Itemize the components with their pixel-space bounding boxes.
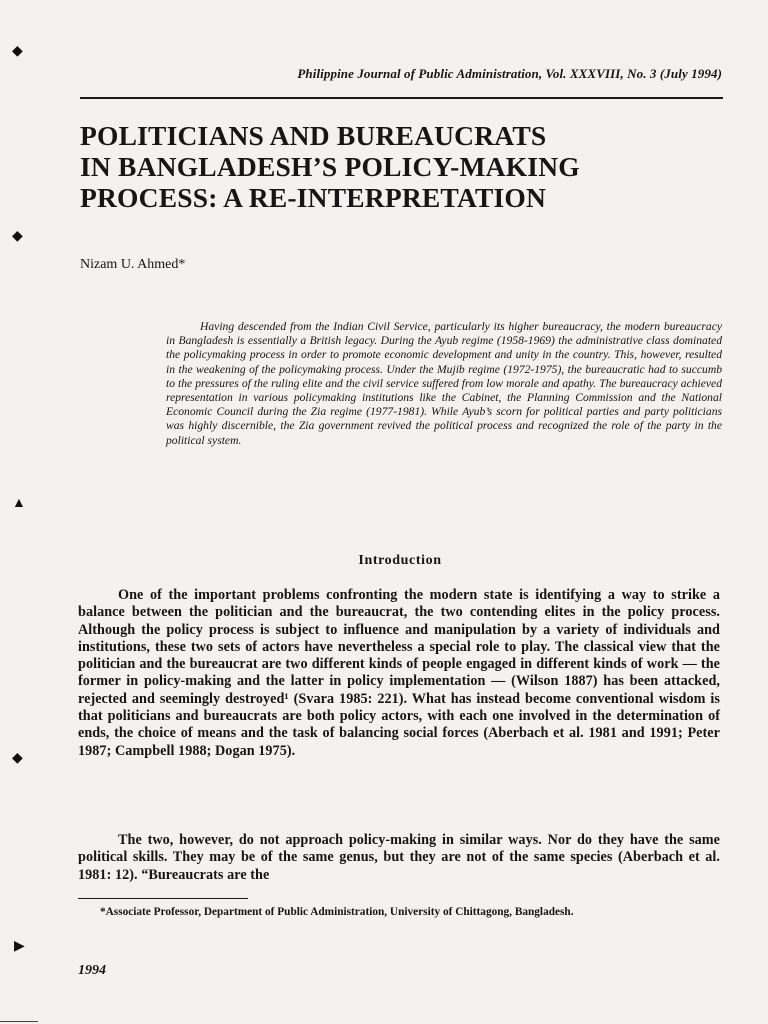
title-line: IN BANGLADESH’S POLICY-MAKING [80, 151, 580, 182]
page-number: 1994 [78, 963, 106, 978]
scan-speck: ◆ [12, 229, 23, 244]
title-line: POLITICIANS AND BUREAUCRATS [80, 120, 547, 151]
scan-speck: ▲ [12, 496, 26, 511]
body-paragraph: One of the important problems confronting the modern state is identifying a way to strike a balance between the politician and the bureaucrat, the two contending elites in the policy process. Although the policy process is subject to influence and manipulation by a variety of individuals and institutions, these two sets of actors have nevertheless a special role to play. The classical view that the politician and the bureaucrat are two different kinds of people engaged in different kinds of work — the former in policy-making and the latter in policy implementation — (Wilson 1887) has been attacked, rejected and seemingly destroyed¹ (Svara 1985: 221). What has instead become conventional wisdom is that politicians and bureaucrats are both policy actors, with each one involved in the determination of ends, the choice of means and the task of balancing social forces (Aberbach et al. 1981 and 1991; Peter 1987; Campbell 1988; Dogan 1975). [78, 587, 720, 759]
running-head: Philippine Journal of Public Administration, Vol. XXXVIII, No. 3 (July 1994) [297, 66, 722, 81]
bottom-edge-rule [0, 1021, 38, 1022]
title-line: PROCESS: A RE-INTERPRETATION [80, 182, 547, 213]
scan-speck: ▶ [14, 939, 25, 954]
section-heading: Introduction [358, 553, 442, 568]
article-title [80, 120, 720, 213]
abstract: Having descended from the Indian Civil Service, particularly its higher bureaucracy, the modern bureaucracy in Bangladesh is essentially a British legacy. During the Ayub regime (1958-1969) the administrative class dominated the policymaking process in order to promote economic development and unity in the country. This, however, resulted in the weakening of the policymaking process. Under the Mujib regime (1972-1975), the bureaucratic had to succumb to the pressures of the ruling elite and the civil service suffered from low morale and apathy. The bureaucracy achieved representation in various policymaking institutions like the Cabinet, the Planning Commission and the National Economic Council during the Zia regime (1977-1981). While Ayub’s scorn for political parties and party politicians was highly discernible, the Zia government revived the political process and recognized the role of the party in the political system. [166, 320, 722, 447]
scan-speck: ◆ [12, 44, 23, 59]
header-rule [80, 97, 723, 99]
author-name: Nizam U. Ahmed* [80, 257, 186, 272]
footnote: *Associate Professor, Department of Public Administration, University of Chittagong, Bangladesh. [100, 906, 574, 918]
scan-speck: ◆ [12, 751, 23, 766]
footnote-rule [78, 898, 248, 899]
body-paragraph: The two, however, do not approach policy-making in similar ways. Nor do they have the same political skills. They may be of the same genus, but they are not of the same species (Aberbach et al. 1981: 12). “Bureaucrats are the [78, 832, 720, 883]
